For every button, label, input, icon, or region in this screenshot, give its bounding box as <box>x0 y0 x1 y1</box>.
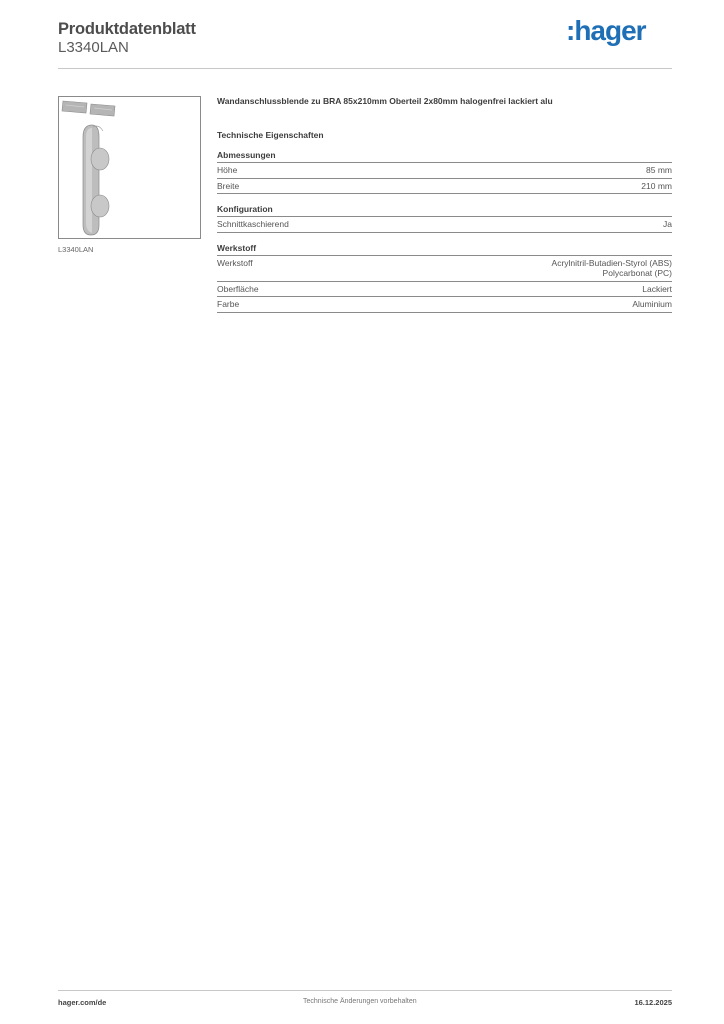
spec-row <box>217 256 672 282</box>
section-title: Abmessungen <box>217 150 672 163</box>
header-divider <box>58 68 672 69</box>
section-abmessungen <box>217 150 672 194</box>
spec-heading: Technische Eigenschaften <box>217 130 324 140</box>
logo-text: :hager <box>566 15 646 46</box>
spec-row <box>217 179 672 195</box>
footer-website: hager.com/de <box>58 998 107 1007</box>
spec-value: Ja <box>663 219 672 229</box>
product-code: L3340LAN <box>58 39 129 56</box>
spec-value: 85 mm <box>646 165 672 175</box>
spec-label: Breite <box>217 180 240 191</box>
footer-date: 16.12.2025 <box>634 998 672 1007</box>
hager-logo <box>566 14 656 48</box>
spec-label: Höhe <box>217 165 238 175</box>
spec-value <box>552 258 672 279</box>
section-title: Konfiguration <box>217 204 672 217</box>
spec-value-line: Acrylnitril-Butadien-Styrol (ABS) <box>551 257 672 268</box>
spec-label: Farbe <box>217 299 240 309</box>
footer-divider <box>58 990 672 991</box>
spec-label: Schnittkaschierend <box>217 219 289 229</box>
spec-value: Lackiert <box>642 283 672 294</box>
spec-content <box>217 96 672 313</box>
spec-value: Aluminium <box>632 299 672 309</box>
page-title: Produktdatenblatt <box>58 20 196 38</box>
spec-row <box>217 282 672 298</box>
spec-row <box>217 163 672 179</box>
spec-row <box>217 217 672 233</box>
spec-label: Werkstoff <box>217 257 253 268</box>
spec-label: Oberfläche <box>217 283 259 294</box>
section-konfiguration <box>217 204 672 233</box>
product-illustration <box>59 97 200 238</box>
product-image <box>58 96 201 239</box>
section-werkstoff <box>217 243 672 313</box>
spec-value-line: Polycarbonat (PC) <box>602 268 672 278</box>
product-description: Wandanschlussblende zu BRA 85x210mm Oberteil 2x80mm halogenfrei lackiert alu <box>217 96 553 106</box>
spec-value: 210 mm <box>641 180 672 191</box>
footer-note: Technische Änderungen vorbehalten <box>303 998 417 1005</box>
spec-row <box>217 297 672 313</box>
section-title: Werkstoff <box>217 243 672 256</box>
image-caption: L3340LAN <box>58 245 94 254</box>
